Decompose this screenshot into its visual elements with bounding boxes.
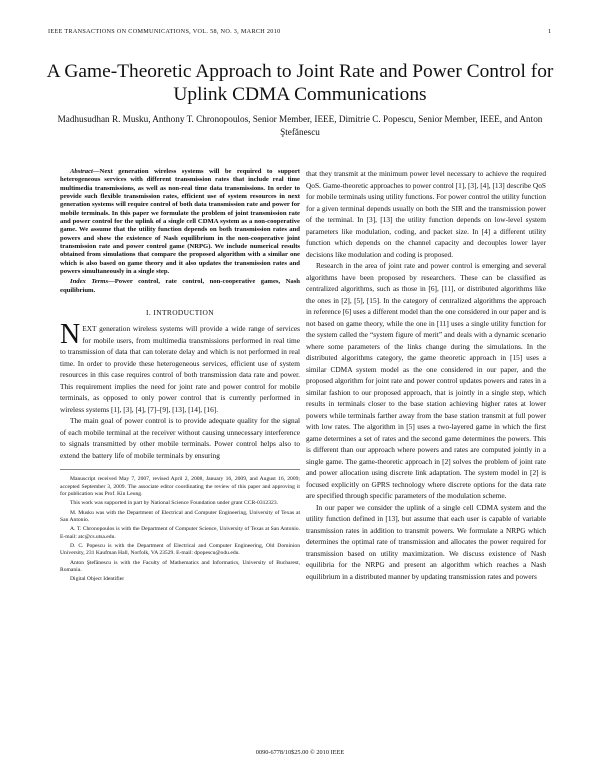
intro-paragraph-2: The main goal of power control is to provide adequate quality for the signal of each mobile terminal at the receiver without causing unnecessary interference to signals transmitted by other mobile terminals. Power control helps also to extend the battery life of mobile terminals by ensuring xyxy=(60,416,300,460)
footnote-stefanescu: Anton Ştefănescu is with the Faculty of Mathematics and Informatics, University of Bucharest, Romania. xyxy=(60,559,300,573)
right-paragraph-1: that they transmit at the minimum power level necessary to achieve the required QoS. Game-theoretic approaches to power control [1], [3], [4], [13] describe QoS for mobile terminals using utility functions. For power control the utility function for a given terminal depends usually on both the SIR and the transmission power of the terminal. In [3], [13] the utility function depends on low-level system parameters like modulation, coding, and packet size. In [4] a different utility function which depends on the channel capacity and decouples lower layer decisions like modulation and coding is proposed. xyxy=(306,169,546,259)
footnotes xyxy=(60,469,300,583)
intro-paragraph-1-text: EXT generation wireless systems will provide a wide range of services for mobile users, from multimedia transmissions performed in real time to transmission of data that can tolerate delay and which is not performed in real time. In order to provide these heterogeneous services, efficient use of system resources in this case requires control of both transmission data rate and power. This requirement implies the need for joint rate and power control for mobile terminals, as opposed to only power control that is currently performed in wireless systems [1], [3], [4], [7]–[9], [13], [14], [16]. xyxy=(60,324,300,414)
footnote-manuscript: Manuscript received May 7, 2007, revised April 2, 2008, January 16, 2009, and August 16, 2009; accepted September 3, 2009. The associate editor coordinating the review of this paper and approving it for publication was Prof. Kin Leung. xyxy=(60,476,300,497)
abstract-text: —Next generation wireless systems will be required to support heterogeneous services with different transmission rates that include real time multimedia transmissions, as well as non-real time data transmissions. In order to provide such flexible transmission rates, efficient use of system resources in next generation systems will require control of both data transmission rate and power for mobile terminals. In this paper we formulate the problem of joint transmission rate and power control for the uplink of a single cell CDMA system as a non-cooperative game. We assume that the utility function depends on both transmission rates and powers and show the existence of Nash equilibrium in the non-cooperative joint transmission rate and power control game (NRPG). We include numerical results obtained from simulations that compare the proposed algorithm with a similar one which is also based on game theory and it also updates the transmission rates and powers simultaneously in a single step. xyxy=(60,168,300,276)
footnote-doi: Digital Object Identifier xyxy=(70,576,125,583)
left-column xyxy=(60,168,300,584)
abstract xyxy=(60,168,300,276)
right-paragraph-2: Research in the area of joint rate and power control is emerging and several algorithms have been proposed by researchers. These can be classified as centralized algorithms, such as those in [6], [11], or distributed algorithms like the ones in [2], [5], [15]. In the category of centralized algorithms the approach in reference [6] uses a different model than the one considered in our paper and is not based on game theory, while the one in [11] uses a single utility function for the system called the “system figure of merit” and deals with a dynamic scenario where some parameters of the links change during the simulations. In the distributed algorithms category, the game theoretic approach in [15] uses a similar CDMA system model as the one considered in our paper, and the proposed algorithm for joint rate and power control updates powers and rates in a similar fashion to our proposed approach, that is jointly in a single step, which results in terminals closer to the base station achieving higher rates at lower powers while terminals farther away from the base station transmit at full power with low rates. The algorithm in [5] uses a two-layered game in which the first game determines a set of rates and the second game determines the powers. This is different than our approach where powers and rates are computed jointly in a single game. The game-theoretic approach in [2] solves the problem of joint rate and power allocation using discrete link adaptation. The system model in [2] is focused explicitly on GPRS technology where discrete options for the data rate are specified through specific parameters of the modulation scheme. xyxy=(306,261,546,500)
paper-title: A Game-Theoretic Approach to Joint Rate and Power Control for Uplink CDMA Communications xyxy=(46,61,554,105)
footnote-popescu: D. C. Popescu is with the Department of Electrical and Computer Engineering, Old Dominion University, 231 Kaufman Hall, Norfolk, VA 23529. E-mail: dpopescu@odu.edu. xyxy=(60,542,300,557)
right-paragraph-3: In our paper we consider the uplink of a single cell CDMA system and the utility function defined in [13], but assume that each user is capable of variable transmission rates in addition to transmit powers. We formulate a NRPG which determines the optimal rate of transmission and allocates the power required for transmission based on utility maximization. We discuss existence of Nash equilibria for the NRPG and present an algorithm which reaches a Nash equilibrium in a distributed manner by updating transmission rates and powers xyxy=(306,502,546,581)
index-terms-label: Index Terms xyxy=(70,278,109,286)
intro-paragraph-1 xyxy=(60,319,300,415)
footnote-musku: M. Musku was with the Department of Electrical and Computer Engineering, University of Texas at San Antonio. xyxy=(60,509,300,523)
author-list: Madhusudhan R. Musku, Anthony T. Chronopoulos, Senior Member, IEEE, Dimitrie C. Popescu, Senior Member, IEEE, and Anton Ştefănescu xyxy=(57,114,543,137)
page-number: 1 xyxy=(548,28,552,35)
abstract-label: Abstract xyxy=(70,168,93,175)
drop-cap: N xyxy=(60,319,81,351)
footnote-funding: This work was supported in part by National Science Foundation under grant CCR-0312323. xyxy=(70,500,279,507)
running-header: IEEE TRANSACTIONS ON COMMUNICATIONS, VOL. 58, NO. 3, MARCH 2010 xyxy=(48,28,281,35)
index-terms-text: —Power control, rate control, non-cooperative games, Nash equilibrium. xyxy=(60,278,300,294)
copyright-footer: 0090-6778/10$25.00 © 2010 IEEE xyxy=(255,749,345,756)
index-terms xyxy=(60,278,300,295)
section-heading-introduction: I. INTRODUCTION xyxy=(146,308,214,318)
right-column xyxy=(306,168,546,582)
footnote-chronopoulos: A. T. Chronopoulos is with the Department of Computer Science, University of Texas at San Antonio. E-mail: atc@cs.utsa.edu. xyxy=(60,526,300,540)
